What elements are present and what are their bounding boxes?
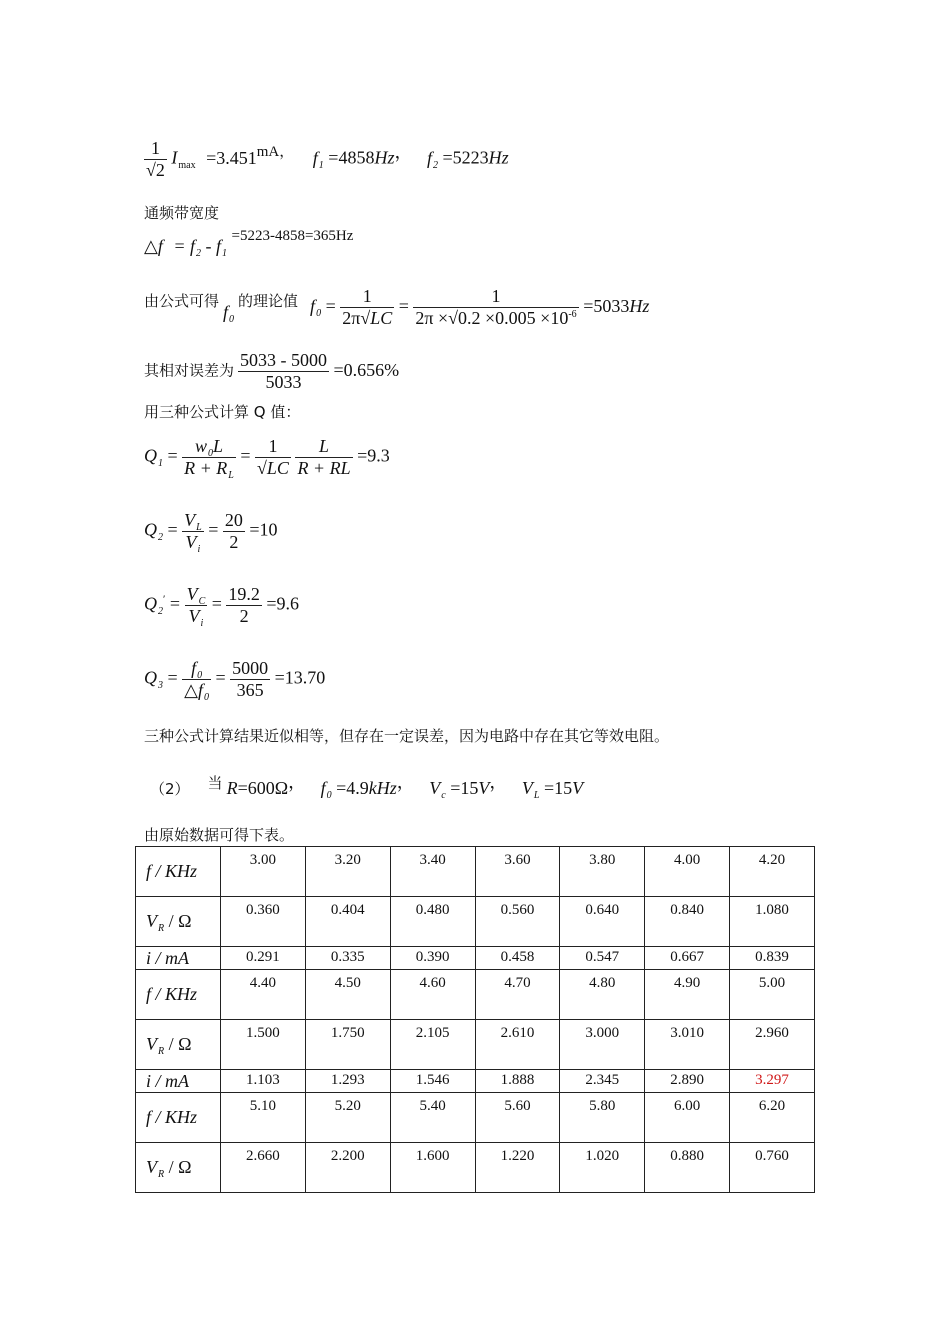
table-cell: 1.080 [730, 897, 815, 947]
voltage-subscript: C [198, 596, 206, 607]
q3-formula [144, 658, 325, 701]
table-cell: 0.839 [730, 947, 815, 970]
f1-symbol: f [312, 147, 318, 168]
q-subscript: 1 [158, 457, 163, 469]
q-subscript: 2 [158, 531, 163, 543]
table-cell: 3.20 [305, 847, 390, 897]
table-cell: 4.60 [390, 970, 475, 1020]
equals: = [240, 445, 251, 466]
theory-prefix: 由公式可得 [144, 291, 220, 310]
error-prefix: 其相对误差为 [144, 361, 235, 380]
f0-symbol: f [320, 778, 326, 798]
table-cell: 1.500 [221, 1020, 306, 1070]
delta-f-symbol: △f [144, 236, 163, 256]
table-cell: 0.360 [221, 897, 306, 947]
fraction-numerator: 5000 [232, 658, 269, 678]
error-result: =0.656% [333, 359, 400, 380]
radicand-lc: LC [370, 308, 393, 328]
current-formula [144, 138, 509, 181]
table-cell: 3.010 [645, 1020, 730, 1070]
table-cell: 0.667 [645, 947, 730, 970]
table-cell: 5.20 [305, 1093, 390, 1143]
table-cell: 2.660 [221, 1143, 306, 1193]
q2-fraction-a [182, 510, 204, 553]
theoretical-f0-formula [144, 286, 649, 329]
voltage-symbol: V [185, 532, 197, 552]
voltage-unit: / Ω [164, 1034, 192, 1054]
q1-formula [144, 436, 390, 479]
exponent: -6 [568, 309, 577, 320]
table-cell: 2.960 [730, 1020, 815, 1070]
fraction-denominator: √LC [257, 458, 289, 478]
fraction-denominator [182, 457, 236, 479]
fraction-numerator [182, 658, 211, 679]
q1-result: =9.3 [357, 445, 390, 466]
q2-formula [144, 510, 278, 553]
equals: = [325, 295, 341, 316]
bandwidth-eq: = f [173, 236, 195, 256]
table-cell: 0.840 [645, 897, 730, 947]
fraction-numerator: 1 [268, 436, 278, 456]
fraction-denominator: $2\pi \times√0.2 \times 0.005 \times 10^{-6}$ [415, 308, 577, 328]
resistance-sum: R + R [184, 458, 228, 478]
q-symbol: Q [144, 667, 157, 688]
table-cell: 4.90 [645, 970, 730, 1020]
table-cell: 0.390 [390, 947, 475, 970]
equals: = [211, 593, 222, 614]
voltage-symbol: V [184, 510, 196, 530]
q3-fraction-b [230, 658, 270, 701]
separator: ， [394, 141, 413, 162]
header-voltage [136, 1020, 221, 1070]
voltage-subscript: i [200, 618, 204, 629]
fraction-numerator: 5033 - 5000 [240, 350, 328, 370]
q2p-fraction-a [185, 584, 208, 627]
relative-error-formula [144, 350, 399, 393]
f2-symbol: f [426, 147, 432, 168]
bandwidth-formula [144, 228, 354, 259]
radicand: 2 [155, 160, 165, 180]
header-voltage [136, 897, 221, 947]
f2-unit: Hz [488, 147, 509, 168]
table-row [136, 897, 815, 947]
table-cell: 1.220 [475, 1143, 560, 1193]
f0-value: =4.9 [336, 778, 369, 798]
table-cell: 1.546 [390, 1070, 475, 1093]
q1-fraction-b [255, 436, 291, 479]
omega-subscript: 0 [208, 448, 213, 459]
table-cell: 5.80 [560, 1093, 645, 1143]
fraction-denominator: √2 [146, 160, 165, 180]
table-row [136, 1070, 815, 1093]
table-cell: 4.80 [560, 970, 645, 1020]
fraction-numerator: 20 [224, 510, 243, 530]
table-cell: 5.10 [221, 1093, 306, 1143]
bandwidth-label: 通频带宽度 [144, 204, 220, 222]
table-cell: 2.610 [475, 1020, 560, 1070]
f1-unit: Hz [374, 147, 395, 168]
table-row [136, 1143, 815, 1193]
fraction-denominator: 2 [226, 605, 262, 627]
table-cell: 6.20 [730, 1093, 815, 1143]
table-cell: 2.200 [305, 1143, 390, 1193]
fraction-denominator: 2 [223, 531, 245, 553]
table-cell: 0.291 [221, 947, 306, 970]
two-pi-times: 2π × [415, 308, 449, 328]
measurement-table [135, 846, 815, 1193]
fraction-one-over-root2 [144, 138, 167, 181]
vl-value: =15 [543, 778, 573, 798]
f1-subscript: 1 [318, 159, 324, 171]
f2-value: =5223 [442, 147, 489, 168]
q-subscript: 2 [158, 605, 163, 617]
header-current: i / mA [136, 947, 221, 970]
fraction-numerator [182, 510, 204, 531]
f0-subscript-2: 0 [316, 307, 322, 319]
voltage-subscript: R [158, 1169, 165, 1180]
equals: = [215, 667, 226, 688]
header-frequency: f / KHz [136, 847, 221, 897]
header-current: i / mA [136, 1070, 221, 1093]
q1-fraction-a [182, 436, 236, 479]
fraction-denominator [185, 605, 208, 627]
f1-subscript: 1 [222, 248, 227, 259]
fraction-denominator [182, 531, 204, 553]
table-cell: 1.293 [305, 1070, 390, 1093]
f0-unit: Hz [629, 295, 650, 316]
voltage-subscript: i [197, 544, 201, 555]
f0-subscript: 0 [326, 790, 332, 801]
r-symbol: R [226, 778, 238, 798]
f0-symbol: f [223, 301, 229, 322]
radicand-lc: LC [266, 458, 289, 478]
table-cell: 2.105 [390, 1020, 475, 1070]
q2-fraction-b [223, 510, 245, 553]
fraction-denominator: R + RL [297, 458, 351, 478]
table-cell: 6.00 [645, 1093, 730, 1143]
current-symbol: I [171, 147, 178, 168]
table-cell: 1.750 [305, 1020, 390, 1070]
table-cell: 1.103 [221, 1070, 306, 1093]
voltage-symbol: V [188, 606, 200, 626]
table-cell: 4.00 [645, 847, 730, 897]
voltage-symbol: V [186, 584, 198, 604]
fraction-numerator [182, 436, 236, 457]
comma: ， [489, 772, 508, 792]
table-cell: 3.60 [475, 847, 560, 897]
q-label: 用三种公式计算 Q 值： [144, 403, 301, 421]
voltage-subscript: L [196, 522, 202, 533]
table-cell: 5.40 [390, 1093, 475, 1143]
table-cell: 0.335 [305, 947, 390, 970]
table-cell: 3.000 [560, 1020, 645, 1070]
fraction-numerator [185, 584, 208, 605]
voltage-symbol: V [146, 911, 157, 931]
table-cell: 0.547 [560, 947, 645, 970]
current-value: =3.451 [206, 147, 257, 168]
when-label: 当 [207, 774, 223, 792]
voltage-unit: / Ω [164, 1157, 192, 1177]
table-row [136, 947, 815, 970]
equals: = [167, 519, 178, 540]
f0-subscript: 0 [197, 670, 203, 681]
table-cell: 3.00 [221, 847, 306, 897]
table-cell: 4.40 [221, 970, 306, 1020]
header-voltage [136, 1143, 221, 1193]
equals: = [398, 295, 409, 316]
fraction-denominator: 5033 [238, 371, 329, 393]
q3-result: =13.70 [274, 667, 326, 688]
prime-mark: ′ [163, 593, 166, 606]
q1-fraction-c [295, 436, 352, 479]
table-cell: 2.345 [560, 1070, 645, 1093]
fraction-numerator: L [319, 436, 330, 456]
table-row [136, 1020, 815, 1070]
voltage-symbol: V [146, 1034, 157, 1054]
f0-symbol: f [191, 658, 197, 678]
table-row [136, 970, 815, 1020]
fraction-numerator: 1 [150, 138, 160, 158]
voltage-subscript: R [158, 1046, 165, 1057]
q2-result: =10 [249, 519, 278, 540]
f2-subscript: 2 [432, 159, 438, 171]
vc-subscript: c [441, 790, 446, 801]
equals: = [208, 519, 219, 540]
radicand-values: 0.2 ×0.005 ×10 [458, 308, 569, 328]
table-caption: 由原始数据可得下表。 [144, 826, 295, 844]
bandwidth-result: =5223-4858=365Hz [231, 228, 354, 244]
voltage-unit: / Ω [164, 911, 192, 931]
radicand [458, 307, 577, 328]
table-cell: 1.600 [390, 1143, 475, 1193]
omega: w [194, 436, 207, 456]
table-cell: 0.560 [475, 897, 560, 947]
fraction-denominator: 365 [230, 679, 270, 701]
current-subscript: max [178, 159, 196, 171]
q-symbol: Q [144, 593, 157, 614]
table-cell: 1.888 [475, 1070, 560, 1093]
fraction-numeric [413, 286, 578, 329]
voltage-symbol: V [146, 1157, 157, 1177]
table-cell: 3.40 [390, 847, 475, 897]
table-cell: 5.00 [730, 970, 815, 1020]
error-fraction [238, 350, 329, 393]
table-cell: 2.890 [645, 1070, 730, 1093]
table-cell: 0.480 [390, 897, 475, 947]
q3-fraction-a [182, 658, 211, 701]
table-cell: 4.50 [305, 970, 390, 1020]
vl-unit: V [572, 778, 584, 798]
q2p-fraction-b [226, 584, 262, 627]
part-label: （2） [150, 780, 190, 798]
fraction-denominator [182, 679, 211, 701]
table-row [136, 847, 815, 897]
table-cell: 0.760 [730, 1143, 815, 1193]
table-cell: 3.80 [560, 847, 645, 897]
comma: ， [396, 772, 415, 792]
r-value: =600Ω [237, 778, 289, 798]
current-unit: mA， [256, 143, 295, 160]
header-frequency: f / KHz [136, 970, 221, 1020]
fraction-denominator: 2π√LC [342, 308, 393, 328]
f0-symbol-2: f [310, 295, 316, 316]
fraction-numerator: 1 [491, 286, 501, 306]
q2p-result: =9.6 [266, 593, 300, 614]
f0-subscript: 0 [229, 313, 235, 325]
fraction-numerator: 19.2 [228, 584, 260, 604]
f2-subscript: 2 [196, 248, 201, 259]
equals: = [167, 445, 178, 466]
inductance: L [213, 436, 224, 456]
vl-subscript: L [533, 790, 540, 801]
q-subscript: 3 [158, 679, 163, 691]
table-cell: 4.20 [730, 847, 815, 897]
delta-f-subscript: 0 [204, 692, 209, 703]
delta-f-symbol: △f [184, 680, 203, 700]
vc-symbol: V [429, 778, 441, 798]
table-cell: 0.880 [645, 1143, 730, 1193]
bandwidth-minus: - f [205, 236, 221, 256]
fraction-numerator: 1 [362, 286, 372, 306]
table-cell: 5.60 [475, 1093, 560, 1143]
q-symbol: Q [144, 445, 157, 466]
table-cell: 1.020 [560, 1143, 645, 1193]
theory-suffix: 的理论值 [238, 291, 299, 310]
vl-symbol: V [521, 778, 533, 798]
equals: = [167, 667, 178, 688]
equals: = [169, 593, 181, 614]
table-cell: 0.640 [560, 897, 645, 947]
f0-result: =5033 [583, 295, 630, 316]
comma: ， [288, 772, 307, 792]
header-frequency: f / KHz [136, 1093, 221, 1143]
fraction-1-over-2pi-rootlc [340, 286, 394, 329]
f0-unit: kHz [368, 778, 397, 798]
q2-prime-formula [144, 584, 299, 627]
table-cell: 3.297 [730, 1070, 815, 1093]
table-row [136, 1093, 815, 1143]
rl-subscript: L [228, 470, 234, 481]
vc-value: =15 [450, 778, 479, 798]
table-cell: 0.404 [305, 897, 390, 947]
vc-unit: V [478, 778, 490, 798]
table-cell: 4.70 [475, 970, 560, 1020]
part2-conditions [150, 774, 583, 800]
q-symbol: Q [144, 519, 157, 540]
two-pi: 2π [342, 308, 361, 328]
conclusion-text: 三种公式计算结果近似相等，但存在一定误差，因为电路中存在其它等效电阻。 [144, 727, 670, 745]
voltage-subscript: R [158, 923, 165, 934]
table-cell: 0.458 [475, 947, 560, 970]
f1-value: =4858 [328, 147, 375, 168]
